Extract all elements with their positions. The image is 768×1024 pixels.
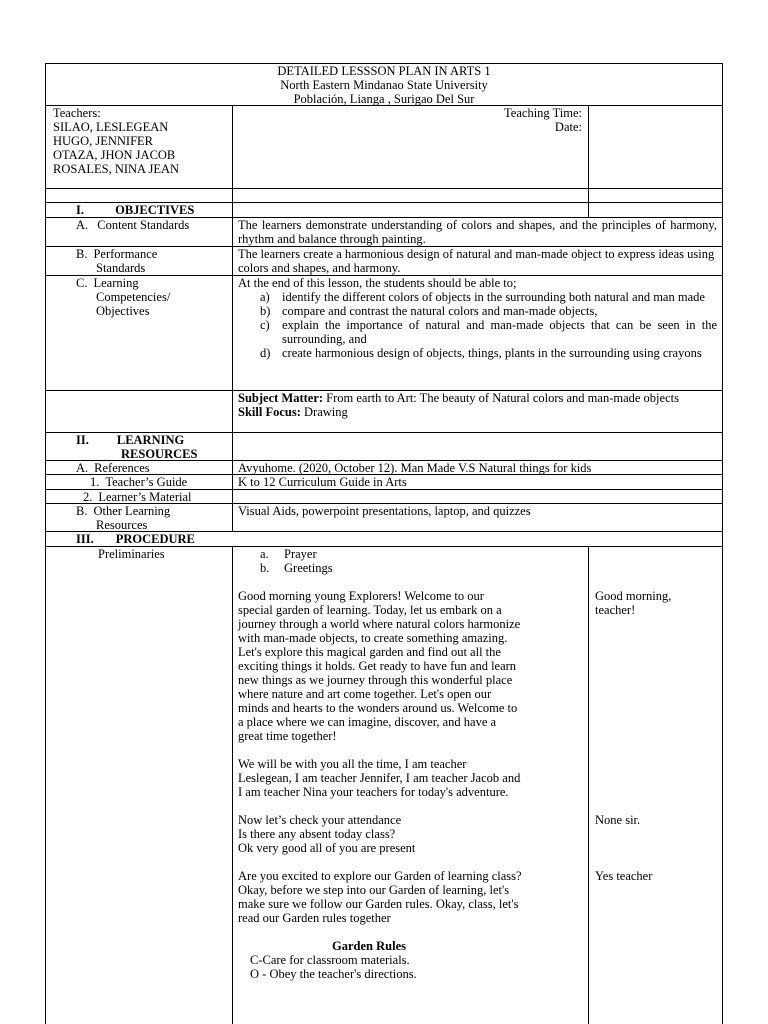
section-title: RESOURCES xyxy=(121,447,198,461)
document-title: DETAILED LESSSON PLAN IN ARTS 1 xyxy=(277,64,491,78)
student-response-greeting xyxy=(595,589,720,617)
item-text: compare and contrast the natural colors and man-made objects, xyxy=(282,304,598,318)
item-marker: B. xyxy=(76,247,88,261)
text-line: I am teacher Nina your teachers for today's adventure. xyxy=(238,785,509,799)
attendance-paragraph xyxy=(238,813,584,855)
text-line: Okay, before we step into our Garden of learning, let's xyxy=(238,883,510,897)
item-label: Resources xyxy=(96,518,148,532)
skill-focus xyxy=(238,405,698,419)
teacher-name: OTAZA, JHON JACOB xyxy=(53,148,176,162)
item-label: Content Standards xyxy=(97,218,190,232)
item-text: Prayer xyxy=(284,547,317,561)
section-number: II. xyxy=(76,433,89,447)
item-label: Learning xyxy=(93,276,139,290)
teachers-cell xyxy=(53,106,228,176)
competency-item xyxy=(238,318,717,346)
item-marker: 2. xyxy=(83,490,93,504)
subject-matter-label: Subject Matter: xyxy=(238,391,324,405)
preliminaries-label: Preliminaries xyxy=(98,547,165,561)
text-line: new things as we journey through this wonderful place xyxy=(238,673,513,687)
competency-intro: At the end of this lesson, the students should be able to; xyxy=(238,276,517,290)
item-text: Greetings xyxy=(284,561,333,575)
objectives-heading xyxy=(76,203,226,217)
skill-focus-text: Drawing xyxy=(304,405,348,419)
text-line: read our Garden rules together xyxy=(238,911,391,925)
item-label: Competencies/ xyxy=(96,290,171,304)
competency-item xyxy=(238,304,717,318)
subject-matter-cell xyxy=(238,391,698,419)
text-line: special garden of learning. Today, let us embark on a xyxy=(238,603,502,617)
section-title: OBJECTIVES xyxy=(115,203,195,217)
text-line: Are you excited to explore our Garden of learning class? xyxy=(238,869,522,883)
item-label: Other Learning xyxy=(93,504,171,518)
text-line: Good morning, xyxy=(595,589,672,603)
student-response-excited: Yes teacher xyxy=(595,869,653,883)
text-line: Now let’s check your attendance xyxy=(238,813,402,827)
text-line: exciting things it holds. Get ready to have fun and learn xyxy=(238,659,517,673)
learning-competencies-text xyxy=(238,276,717,360)
list-item xyxy=(238,561,584,575)
introduction-paragraph xyxy=(238,757,584,799)
item-label: References xyxy=(94,461,150,475)
content-standards-label xyxy=(76,218,231,232)
procedure-heading xyxy=(76,532,231,546)
teacher-name: HUGO, JENNIFER xyxy=(53,134,153,148)
item-text: create harmonious design of objects, things, plants in the surrounding using crayons xyxy=(282,346,702,360)
university-name: North Eastern Mindanao State University xyxy=(280,78,488,92)
schedule-cell xyxy=(236,106,582,134)
subject-matter xyxy=(238,391,698,405)
section-number: III. xyxy=(76,532,94,546)
performance-standards-label xyxy=(76,247,231,275)
text-line: Let's explore this magical garden and find out all the xyxy=(238,645,501,659)
student-response-absent: None sir. xyxy=(595,813,641,827)
teacher-name: ROSALES, NINA JEAN xyxy=(53,162,180,176)
teacher-activity-column xyxy=(238,547,584,981)
item-label: Learner’s Material xyxy=(98,490,192,504)
welcome-paragraph xyxy=(238,589,584,743)
competency-item xyxy=(238,346,717,360)
learning-competencies-label xyxy=(76,276,231,318)
item-label: Objectives xyxy=(96,304,150,318)
text-line: a place where we can imagine, discover, and have a xyxy=(238,715,497,729)
item-marker: A. xyxy=(76,461,89,475)
item-label: Standards xyxy=(96,261,146,275)
item-label: Performance xyxy=(93,247,158,261)
item-text: explain the importance of natural and man-made objects that can be seen in the surrounding, and xyxy=(282,318,717,346)
competency-item xyxy=(238,290,717,304)
teachers-guide-text: K to 12 Curriculum Guide in Arts xyxy=(238,475,407,489)
item-label: Teacher’s Guide xyxy=(105,475,188,489)
date-label: Date: xyxy=(554,120,582,134)
text-line: make sure we follow our Garden rules. Okay, class, let's xyxy=(238,897,519,911)
garden-rules-title: Garden Rules xyxy=(332,939,406,953)
references-label xyxy=(76,461,231,475)
item-marker: a. xyxy=(260,547,269,561)
teaching-time-label: Teaching Time: xyxy=(504,106,582,120)
teachers-guide-label xyxy=(90,475,230,489)
document-header xyxy=(46,64,722,106)
references-text: Avyuhome. (2020, October 12). Man Made V.S Natural things for kids xyxy=(238,461,592,475)
university-location: Población, Lianga , Surigao Del Sur xyxy=(293,92,475,106)
item-marker: A. xyxy=(76,218,89,232)
item-marker: B. xyxy=(76,504,88,518)
text-line: where nature and art come together. Let's open our xyxy=(238,687,492,701)
garden-rule: O - Obey the teacher's directions. xyxy=(250,967,417,981)
item-marker: 1. xyxy=(90,475,100,489)
garden-intro-paragraph xyxy=(238,869,584,925)
section-title: LEARNING xyxy=(116,433,185,447)
performance-standards-text: The learners create a harmonious design of natural and man-made object to express ideas using colors and shapes, and harmony. xyxy=(238,247,715,275)
text-line: Ok very good all of you are present xyxy=(238,841,416,855)
skill-focus-label: Skill Focus: xyxy=(238,405,301,419)
item-marker: b. xyxy=(260,561,270,575)
section-number: I. xyxy=(76,203,84,217)
other-resources-text: Visual Aids, powerpoint presentations, laptop, and quizzes xyxy=(238,504,531,518)
teacher-name: SILAO, LESLEGEAN xyxy=(53,120,169,134)
section-title: PROCEDURE xyxy=(115,532,195,546)
lesson-plan-table xyxy=(45,63,723,1024)
text-line: minds and hearts to the wonders around us. Welcome to xyxy=(238,701,518,715)
text-line: great time together! xyxy=(238,729,337,743)
list-item xyxy=(238,547,584,561)
item-marker: a) xyxy=(260,290,270,304)
resources-heading xyxy=(76,433,231,461)
text-line: with man-made objects, to create something amazing. xyxy=(238,631,508,645)
text-line: Is there any absent today class? xyxy=(238,827,396,841)
subject-matter-text: From earth to Art: The beauty of Natural colors and man-made objects xyxy=(326,391,679,405)
other-resources-label xyxy=(76,504,231,532)
text-line: journey through a world where natural colors harmonize xyxy=(238,617,521,631)
teachers-label: Teachers: xyxy=(53,106,101,120)
text-line: teacher! xyxy=(595,603,636,617)
text-line: We will be with you all the time, I am teacher xyxy=(238,757,467,771)
text-line: Leslegean, I am teacher Jennifer, I am teacher Jacob and xyxy=(238,771,521,785)
item-marker: b) xyxy=(260,304,271,318)
item-marker: C. xyxy=(76,276,88,290)
item-marker: c) xyxy=(260,318,270,332)
learners-material-label xyxy=(83,490,231,504)
item-text: identify the different colors of objects in the surrounding both natural and man made xyxy=(282,290,705,304)
garden-rule: C-Care for classroom materials. xyxy=(250,953,410,967)
content-standards-text: The learners demonstrate understanding of colors and shapes, and the principles of harmony, rhythm and balance through painting. xyxy=(238,218,717,246)
text-line: Good morning young Explorers! Welcome to our xyxy=(238,589,484,603)
item-marker: d) xyxy=(260,346,271,360)
